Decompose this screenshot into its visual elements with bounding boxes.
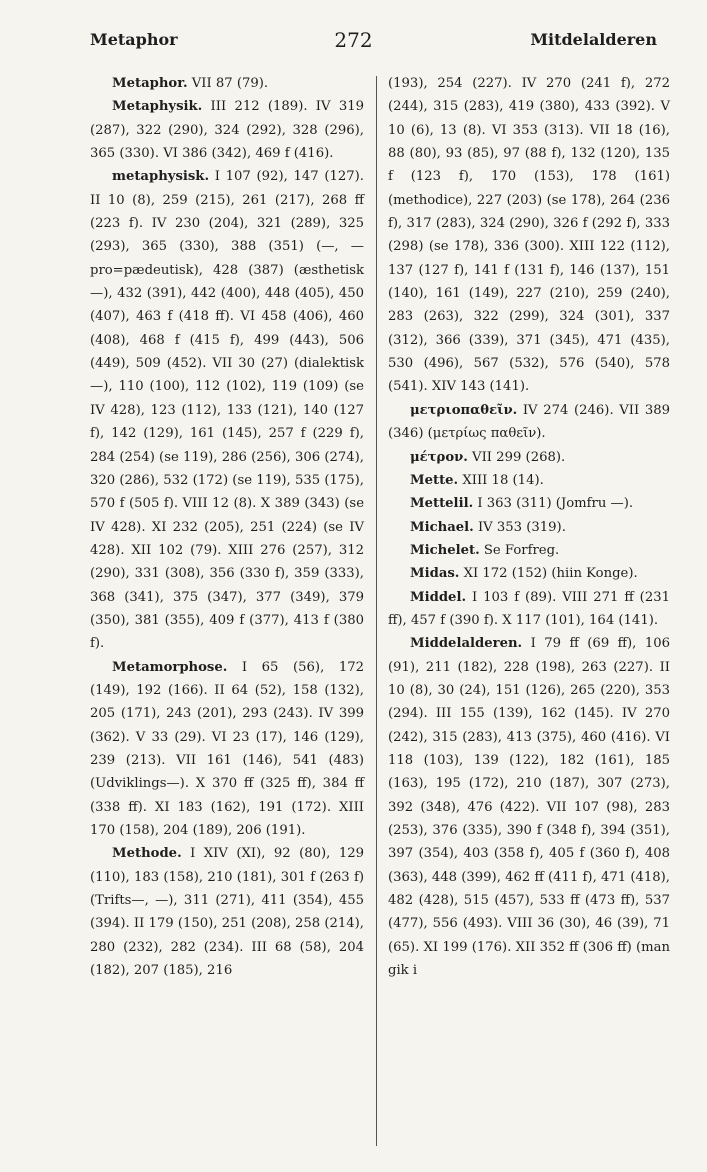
entry-references: IV 274 (246). VII 389 (346) (μετρίως παθεῖν). <box>388 402 670 442</box>
header-left-keyword: Metaphor <box>90 30 178 49</box>
index-entry <box>90 95 364 165</box>
index-entry <box>388 539 670 562</box>
index-entry <box>388 492 670 515</box>
index-entry <box>388 399 670 446</box>
index-entry <box>388 586 670 633</box>
entry-references: XI 172 (152) (hiin Konge). <box>459 566 638 582</box>
entry-references: I 107 (92), 147 (127). II 10 (8), 259 (215), 261 (217), 268 ff (223 f). IV 230 (204), 321 (289), 325 (293), 365 (330), 388 (351) (—, —pro=pædeutisk), 428 (387) (æsthetisk—), 432 (391), 442 (400), 448 (405), 450 (407), 463 f (418 ff). VI 458 (406), 460 (408), 468 f (415 f), 499 (443), 506 (449), 509 (452). VII 30 (27) (dialektisk—), 110 (100), 112 (102), 119 (109) (se IV 428), 123 (112), 133 (121), 140 (127 f), 142 (129), 161 (145), 257 f (229 f), 284 (254) (se 119), 286 (256), 306 (274), 320 (286), 532 (172) (se 119), 535 (175), 570 f (505 f). VIII 12 (8). X 389 (343) (se IV 428). XI 232 (205), 251 (224) (se IV 428). XII 102 (79). XIII 276 (257), 312 (290), 331 (308), 356 (330 f), 359 (333), 368 (341), 375 (347), 377 (349), 379 (350), 381 (355), 409 f (377), 413 f (380 f). <box>90 169 364 652</box>
entry-headword: Metaphysik. <box>112 99 203 115</box>
header-right-keyword: Mitdelalderen <box>530 30 657 49</box>
index-entry <box>388 446 670 469</box>
index-entry <box>388 469 670 492</box>
index-entry <box>388 516 670 539</box>
page-number: 272 <box>334 28 373 52</box>
column-divider <box>376 76 377 1146</box>
entry-headword: Methode. <box>112 846 182 862</box>
left-column <box>90 72 364 982</box>
index-entry <box>90 842 364 982</box>
entry-headword: Michelet. <box>410 542 480 558</box>
entry-headword: Metamorphose. <box>112 659 228 675</box>
entry-references: VII 299 (268). <box>467 449 566 465</box>
entry-references: (193), 254 (227). IV 270 (241 f), 272 (244), 315 (283), 419 (380), 433 (392). V 10 (6), 13 (8). VI 353 (313). VII 18 (16), 88 (80), 93 (85), 97 (88 f), 132 (120), 135 f (123 f), 170 (153), 178 (161) (methodice), 227 (203) (se 178), 264 (236 f), 317 (283), 324 (290), 326 f (292 f), 333 (298) (se 178), 336 (300). XIII 122 (112), 137 (127 f), 141 f (131 f), 146 (137), 151 (140), 161 (149), 227 (210), 259 (240), 283 (263), 322 (299), 324 (301), 337 (312), 366 (339), 371 (345), 471 (435), 530 (496), 567 (532), 576 (540), 578 (541). XIV 143 (141). <box>388 76 670 395</box>
index-entry <box>388 562 670 585</box>
entry-headword: Michael. <box>410 519 474 535</box>
entry-references: I 79 ff (69 ff), 106 (91), 211 (182), 228 (198), 263 (227). II 10 (8), 30 (24), 151 (126), 265 (220), 353 (294). III 155 (139), 162 (145). IV 270 (242), 315 (283), 413 (375), 460 (416). VI 118 (103), 139 (122), 182 (161), 185 (163), 195 (172), 210 (187), 307 (273), 392 (348), 476 (422). VII 107 (98), 283 (253), 376 (335), 390 f (348 f), 394 (351), 397 (354), 403 (358 f), 405 f (360 f), 408 (363), 448 (399), 462 ff (411 f), 471 (418), 482 (428), 515 (457), 533 ff (473 ff), 537 (477), 556 (493). VIII 36 (30), 46 (39), 71 (65). XI 199 (176). XII 352 ff (306 ff) (man gik i <box>388 636 670 979</box>
index-entry <box>90 165 364 655</box>
entry-references: I 103 f (89). VIII 271 ff (231 ff), 457 f (390 f). X 117 (101), 164 (141). <box>388 589 670 628</box>
index-entry <box>388 632 670 982</box>
entry-references: IV 353 (319). <box>473 519 566 535</box>
index-entry <box>90 72 364 95</box>
entry-headword: Middel. <box>410 589 467 605</box>
entry-references: I XIV (XI), 92 (80), 129 (110), 183 (158), 210 (181), 301 f (263 f) (Trifts—, —), 311 (271), 411 (354), 455 (394). II 179 (150), 251 (208), 258 (214), 280 (232), 282 (234). III 68 (58), 204 (182), 207 (185), 216 <box>90 846 364 979</box>
entry-headword: Mettelil. <box>410 496 474 512</box>
entry-references: Se Forfreg. <box>479 542 560 558</box>
entry-references: VII 87 (79). <box>187 76 269 91</box>
running-header <box>0 30 707 60</box>
entry-headword: μετριοπαθεῖν. <box>410 402 518 418</box>
index-entry-continuation <box>388 72 670 399</box>
entry-references: III 212 (189). IV 319 (287), 322 (290), 324 (292), 328 (296), 365 (330). VI 386 (342), 469 f (416). <box>90 99 364 162</box>
entry-headword: metaphysisk. <box>112 169 210 185</box>
entry-headword: Mette. <box>410 472 459 488</box>
index-entry <box>90 656 364 843</box>
entry-references: XIII 18 (14). <box>458 472 544 488</box>
entry-headword: Metaphor. <box>112 76 188 91</box>
entry-references: I 363 (311) (Jomfru —). <box>473 496 634 512</box>
entry-headword: Midas. <box>410 566 460 582</box>
right-column <box>388 72 670 982</box>
entry-headword: Middelalderen. <box>410 636 523 652</box>
entry-references: I 65 (56), 172 (149), 192 (166). II 64 (52), 158 (132), 205 (171), 243 (201), 293 (243). IV 399 (362). V 33 (29). VI 23 (17), 146 (129), 239 (213). VII 161 (146), 541 (483) (Udviklings—). X 370 ff (325 ff), 384 ff (338 ff). XI 183 (162), 191 (172). XIII 170 (158), 204 (189), 206 (191). <box>90 659 364 838</box>
entry-headword: μέτρον. <box>410 449 468 465</box>
